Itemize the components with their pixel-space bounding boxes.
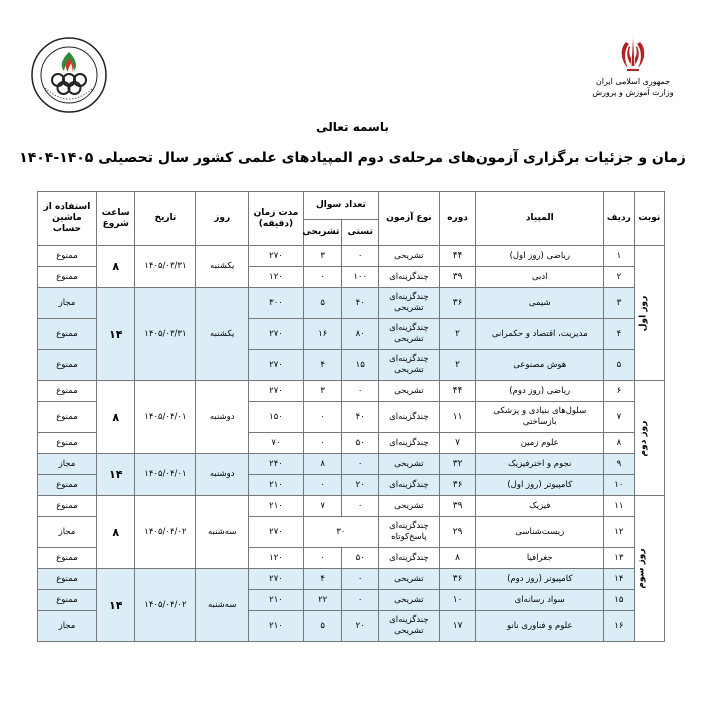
day-name: دوشنبه (196, 381, 249, 454)
test-count: ۴۰ (342, 402, 379, 433)
duration: ۱۵۰ (249, 402, 304, 433)
day-name: دوشنبه (196, 454, 249, 496)
radif: ۶ (604, 381, 634, 402)
olympiad-name: سلول‌های بنیادی و پزشکی بازساختی (476, 402, 604, 433)
bismillah: باسمه تعالی (316, 120, 389, 134)
duration: ۲۱۰ (249, 590, 304, 611)
calculator: مجاز (38, 611, 97, 642)
header-question-count: تعداد سوال (303, 192, 378, 220)
desc-count: ۰ (303, 548, 342, 569)
radif: ۱۴ (604, 569, 634, 590)
exam-type: چندگزینه‌ای تشریحی (378, 319, 439, 350)
start-time: ۸ (96, 496, 135, 569)
radif: ۱۶ (604, 611, 634, 642)
radif: ۴ (604, 319, 634, 350)
radif: ۱۵ (604, 590, 634, 611)
exam-type: چندگزینه‌ای (378, 267, 439, 288)
day-label: روز اول (638, 295, 649, 331)
doreh: ۴۴ (439, 246, 476, 267)
calculator: ممنوع (38, 350, 97, 381)
schedule-table (37, 191, 665, 642)
olympiad-name: کامپیوتر (روز اول) (476, 475, 604, 496)
doreh: ۱۷ (439, 611, 476, 642)
test-count: ۰ (342, 454, 379, 475)
calculator: مجاز (38, 517, 97, 548)
desc-count: ۸ (303, 454, 342, 475)
radif: ۱۲ (604, 517, 634, 548)
header-date: تاریخ (135, 192, 196, 246)
duration: ۲۷۰ (249, 381, 304, 402)
exam-type: چندگزینه‌ای (378, 548, 439, 569)
calculator: ممنوع (38, 548, 97, 569)
day-name: سه‌شنبه (196, 569, 249, 642)
day-label-2 (634, 381, 664, 496)
day-label: روز سوم (636, 548, 647, 589)
header-duration: مدت زمان (دقیقه) (249, 192, 304, 246)
exam-type: چندگزینه‌ای (378, 402, 439, 433)
start-time: ۸ (96, 381, 135, 454)
desc-count: ۵ (303, 611, 342, 642)
header-descriptive: تشریحی (303, 220, 342, 246)
radif: ۱۰ (604, 475, 634, 496)
exam-type: تشریحی (378, 246, 439, 267)
day-name: سه‌شنبه (196, 496, 249, 569)
exam-type: چندگزینه‌ای (378, 475, 439, 496)
test-count: ۵۰ (342, 433, 379, 454)
desc-count: ۰ (303, 267, 342, 288)
olympiad-name: ریاضی (روز اول) (476, 246, 604, 267)
doreh: ۸ (439, 548, 476, 569)
olympiad-name: کامپیوتر (روز دوم) (476, 569, 604, 590)
duration: ۱۲۰ (249, 267, 304, 288)
calculator: مجاز (38, 454, 97, 475)
calculator: ممنوع (38, 402, 97, 433)
calculator: ممنوع (38, 319, 97, 350)
radif: ۱۳ (604, 548, 634, 569)
doreh: ۷ (439, 433, 476, 454)
header-radif: ردیف (604, 192, 634, 246)
olympiad-name: فیزیک (476, 496, 604, 517)
test-count: ۱۵ (342, 350, 379, 381)
doreh: ۳۲ (439, 454, 476, 475)
test-count: ۵۰ (342, 548, 379, 569)
duration: ۳۰۰ (249, 288, 304, 319)
exam-date: ۱۴۰۵/۰۴/۰۲ (135, 496, 196, 569)
radif: ۱۱ (604, 496, 634, 517)
doreh: ۴۴ (439, 381, 476, 402)
exam-date: ۱۴۰۵/۰۳/۳۱ (135, 288, 196, 381)
test-count: ۳۰ (303, 517, 378, 548)
start-time: ۱۴ (96, 569, 135, 642)
calculator: ممنوع (38, 475, 97, 496)
header-calculator: استفاده از ماشین حساب (38, 192, 97, 246)
doreh: ۱۱ (439, 402, 476, 433)
duration: ۲۱۰ (249, 475, 304, 496)
test-count: ۰ (342, 381, 379, 402)
test-count: ۰ (342, 569, 379, 590)
olympiad-name: شیمی (476, 288, 604, 319)
desc-count: ۵ (303, 288, 342, 319)
test-count: ۴۰ (342, 288, 379, 319)
radif: ۱ (604, 246, 634, 267)
duration: ۲۴۰ (249, 454, 304, 475)
desc-count: ۰ (303, 402, 342, 433)
emblem-caption-2: وزارت آموزش و پرورش (592, 88, 674, 97)
duration: ۲۷۰ (249, 319, 304, 350)
exam-date: ۱۴۰۵/۰۴/۰۱ (135, 454, 196, 496)
exam-type: چندگزینه‌ای پاسخ‌کوتاه (378, 517, 439, 548)
exam-type: چندگزینه‌ای تشریحی (378, 350, 439, 381)
exam-date: ۱۴۰۵/۰۴/۰۱ (135, 381, 196, 454)
desc-count: ۰ (303, 433, 342, 454)
emblem-caption-1: جمهوری اسلامی ایران (595, 77, 671, 86)
olympiad-name: علوم زمین (476, 433, 604, 454)
olympiad-name: علوم و فناوری نانو (476, 611, 604, 642)
desc-count: ۳ (303, 246, 342, 267)
calculator: ممنوع (38, 496, 97, 517)
exam-type: تشریحی (378, 381, 439, 402)
iran-emblem-icon (616, 36, 650, 74)
calculator: ممنوع (38, 569, 97, 590)
radif: ۳ (604, 288, 634, 319)
exam-date: ۱۴۰۵/۰۴/۰۲ (135, 569, 196, 642)
exam-type: چندگزینه‌ای (378, 433, 439, 454)
exam-type: چندگزینه‌ای تشریحی (378, 288, 439, 319)
doreh: ۳۶ (439, 569, 476, 590)
olympiad-name: نجوم و اخترفیزیک (476, 454, 604, 475)
start-time: ۱۴ (96, 288, 135, 381)
olympiad-name: ریاضی (روز دوم) (476, 381, 604, 402)
desc-count: ۷ (303, 496, 342, 517)
test-count: ۰ (342, 246, 379, 267)
calculator: مجاز (38, 288, 97, 319)
header-doreh: دوره (439, 192, 476, 246)
exam-type: تشریحی (378, 569, 439, 590)
doreh: ۳۶ (439, 475, 476, 496)
day-name: یکشنبه (196, 288, 249, 381)
test-count: ۰ (342, 496, 379, 517)
day-name: یکشنبه (196, 246, 249, 288)
doreh: ۳۹ (439, 267, 476, 288)
exam-date: ۱۴۰۵/۰۳/۳۱ (135, 246, 196, 288)
header-exam-type: نوع آزمون (378, 192, 439, 246)
duration: ۱۲۰ (249, 548, 304, 569)
radif: ۵ (604, 350, 634, 381)
day-label: روز دوم (638, 420, 649, 456)
doreh: ۱۰ (439, 590, 476, 611)
header-test: تستی (342, 220, 379, 246)
olympiad-name: سواد رسانه‌ای (476, 590, 604, 611)
header-day: روز (196, 192, 249, 246)
doreh: ۲ (439, 319, 476, 350)
calculator: ممنوع (38, 590, 97, 611)
duration: ۲۷۰ (249, 350, 304, 381)
day-label-3 (634, 496, 664, 642)
test-count: ۲۰ (342, 611, 379, 642)
calculator: ممنوع (38, 433, 97, 454)
calculator: ممنوع (38, 246, 97, 267)
duration: ۲۷۰ (249, 569, 304, 590)
olympiad-name: جغرافیا (476, 548, 604, 569)
ministry-logo (583, 36, 683, 118)
test-count: ۱۰۰ (342, 267, 379, 288)
exam-type: چندگزینه‌ای تشریحی (378, 611, 439, 642)
doreh: ۲ (439, 350, 476, 381)
desc-count: ۰ (303, 475, 342, 496)
olympiad-name: ادبی (476, 267, 604, 288)
desc-count: ۲۲ (303, 590, 342, 611)
doreh: ۳۹ (439, 496, 476, 517)
radif: ۹ (604, 454, 634, 475)
duration: ۲۱۰ (249, 496, 304, 517)
olympiad-name: مدیریت، اقتصاد و حکمرانی (476, 319, 604, 350)
exam-type: تشریحی (378, 496, 439, 517)
calculator: ممنوع (38, 267, 97, 288)
start-time: ۸ (96, 246, 135, 288)
exam-type: تشریحی (378, 590, 439, 611)
test-count: ۸۰ (342, 319, 379, 350)
calculator: ممنوع (38, 381, 97, 402)
exam-type: تشریحی (378, 454, 439, 475)
test-count: ۰ (342, 590, 379, 611)
doreh: ۳۶ (439, 288, 476, 319)
duration: ۷۰ (249, 433, 304, 454)
duration: ۲۷۰ (249, 246, 304, 267)
start-time: ۱۴ (96, 454, 135, 496)
doreh: ۲۹ (439, 517, 476, 548)
radif: ۷ (604, 402, 634, 433)
duration: ۲۱۰ (249, 611, 304, 642)
test-count: ۲۰ (342, 475, 379, 496)
header-start-time: ساعت شروع (96, 192, 135, 246)
radif: ۸ (604, 433, 634, 454)
header-olympiad: المپیاد (476, 192, 604, 246)
duration: ۲۷۰ (249, 517, 304, 548)
desc-count: ۳ (303, 381, 342, 402)
desc-count: ۱۶ (303, 319, 342, 350)
day-label-1 (634, 246, 664, 381)
page-title: زمان و جزئیات برگزاری آزمون‌های مرحله‌ی دوم المپیادهای علمی کشور سال تحصیلی ۱۴۰۵-۱۴۰۴ (19, 150, 686, 166)
radif: ۲ (604, 267, 634, 288)
desc-count: ۴ (303, 569, 342, 590)
header-nobat: نوبت (634, 192, 664, 246)
olympiad-name: هوش مصنوعی (476, 350, 604, 381)
desc-count: ۴ (303, 350, 342, 381)
olympiad-logo (30, 36, 108, 114)
olympiad-name: زیست‌شناسی (476, 517, 604, 548)
